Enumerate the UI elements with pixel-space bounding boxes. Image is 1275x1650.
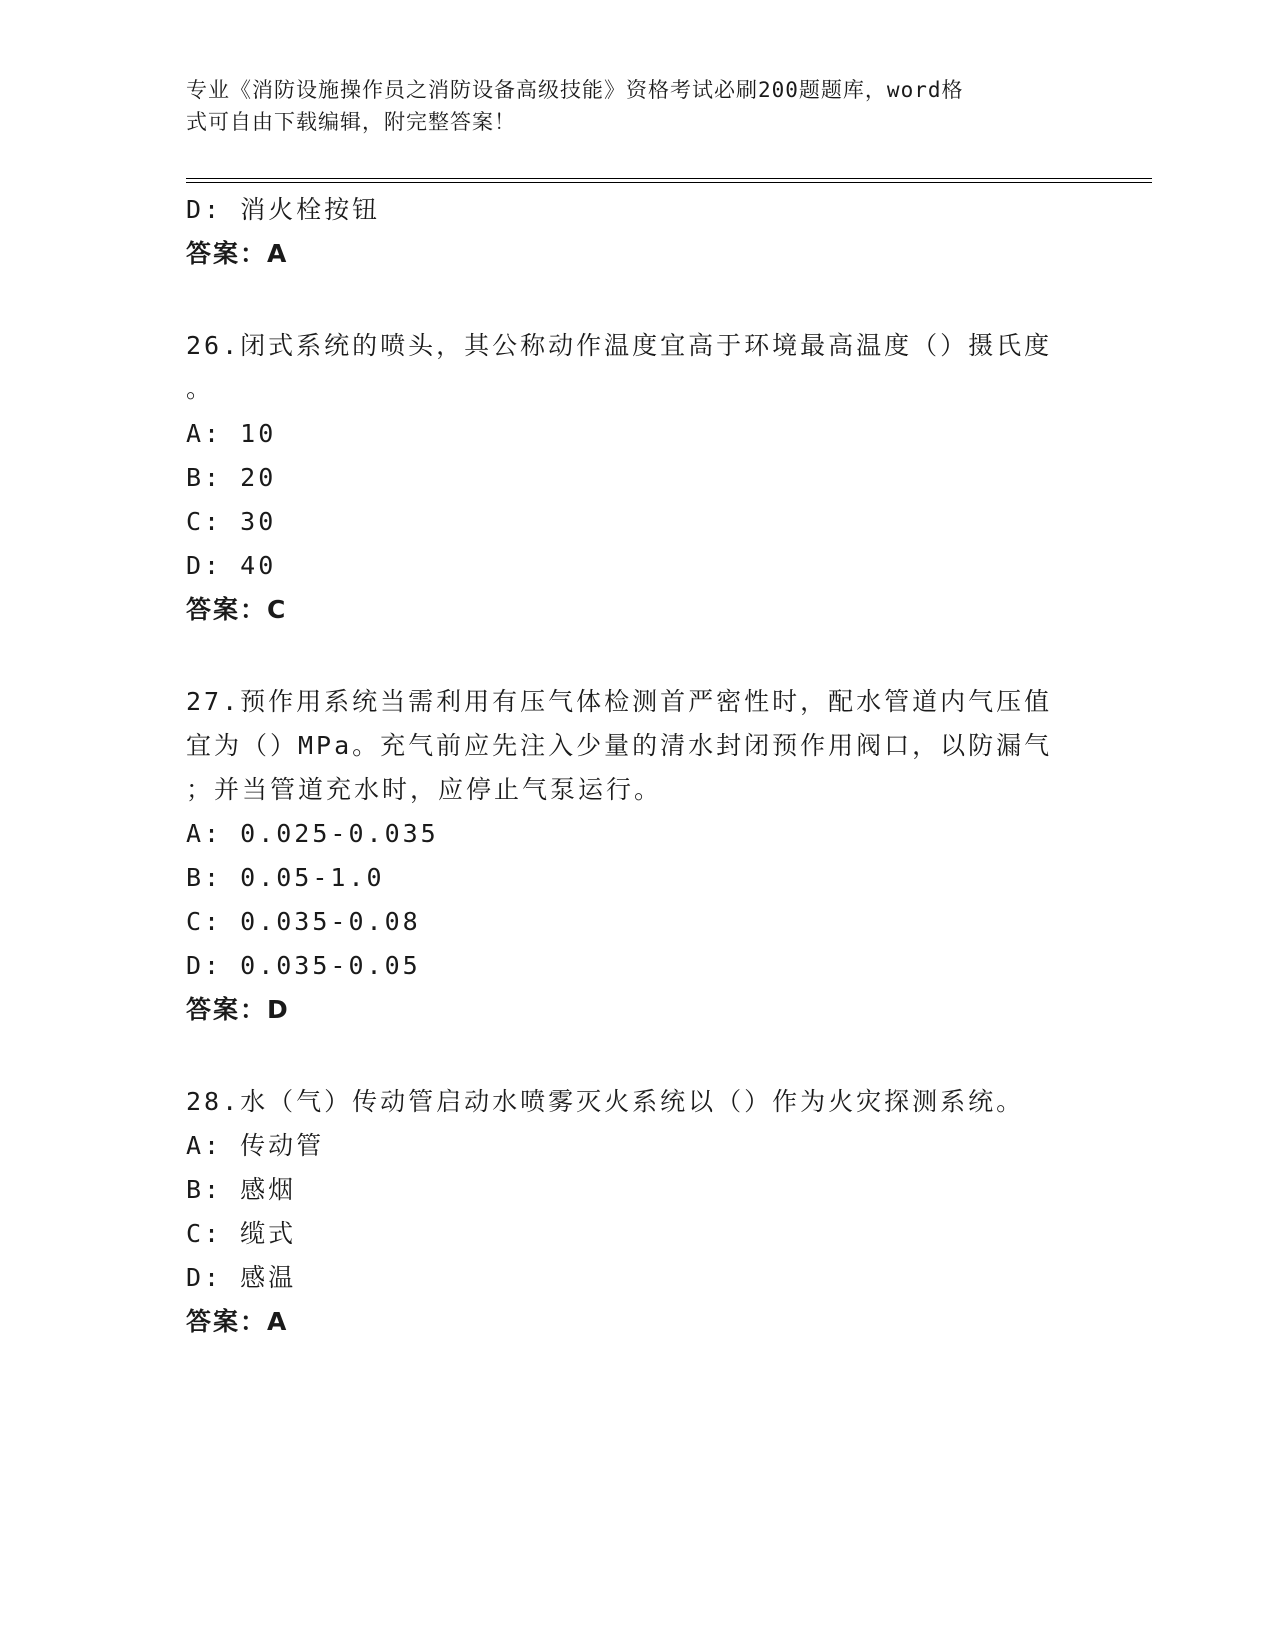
header-line-2: 式可自由下载编辑，附完整答案！ — [186, 110, 516, 134]
document-header — [186, 74, 1076, 138]
q26-answer: 答案：C — [186, 595, 288, 624]
q28-stem-line-1: 28.水（气）传动管启动水喷雾灭火系统以（）作为火灾探测系统。 — [186, 1087, 1025, 1116]
q26-stem-line-2: 。 — [186, 374, 215, 403]
q27-stem-line-3: ；并当管道充水时，应停止气泵运行。 — [186, 775, 663, 804]
q27-option-d: D: 0.035-0.05 — [186, 951, 421, 980]
q25-option-d: D: 消火栓按钮 — [186, 195, 381, 224]
q28-option-a: A: 传动管 — [186, 1131, 325, 1160]
q28-option-b: B: 感烟 — [186, 1175, 297, 1204]
header-line-1: 专业《消防设施操作员之消防设备高级技能》资格考试必刷200题题库，word格 — [186, 78, 964, 102]
q28-option-c: C: 缆式 — [186, 1219, 297, 1248]
q28-option-d: D: 感温 — [186, 1263, 297, 1292]
q26-stem-line-1: 26.闭式系统的喷头，其公称动作温度宜高于环境最高温度（）摄氏度 — [186, 331, 1053, 360]
q26-option-b: B: 20 — [186, 463, 277, 492]
q26-option-a: A: 10 — [186, 419, 277, 448]
q28-answer: 答案：A — [186, 1307, 289, 1336]
q26-option-d: D: 40 — [186, 551, 277, 580]
q27-stem-line-2: 宜为（）MPa。充气前应先注入少量的清水封闭预作用阀口，以防漏气 — [186, 731, 1053, 760]
q27-option-c: C: 0.035-0.08 — [186, 907, 421, 936]
q27-option-a: A: 0.025-0.035 — [186, 819, 439, 848]
q27-option-b: B: 0.05-1.0 — [186, 863, 385, 892]
header-rule-top — [186, 178, 1152, 179]
q25-answer: 答案：A — [186, 239, 289, 268]
q26-option-c: C: 30 — [186, 507, 277, 536]
header-rule-bottom — [186, 182, 1152, 183]
q27-stem-line-1: 27.预作用系统当需利用有压气体检测首严密性时，配水管道内气压值 — [186, 687, 1053, 716]
q27-answer: 答案：D — [186, 995, 290, 1024]
